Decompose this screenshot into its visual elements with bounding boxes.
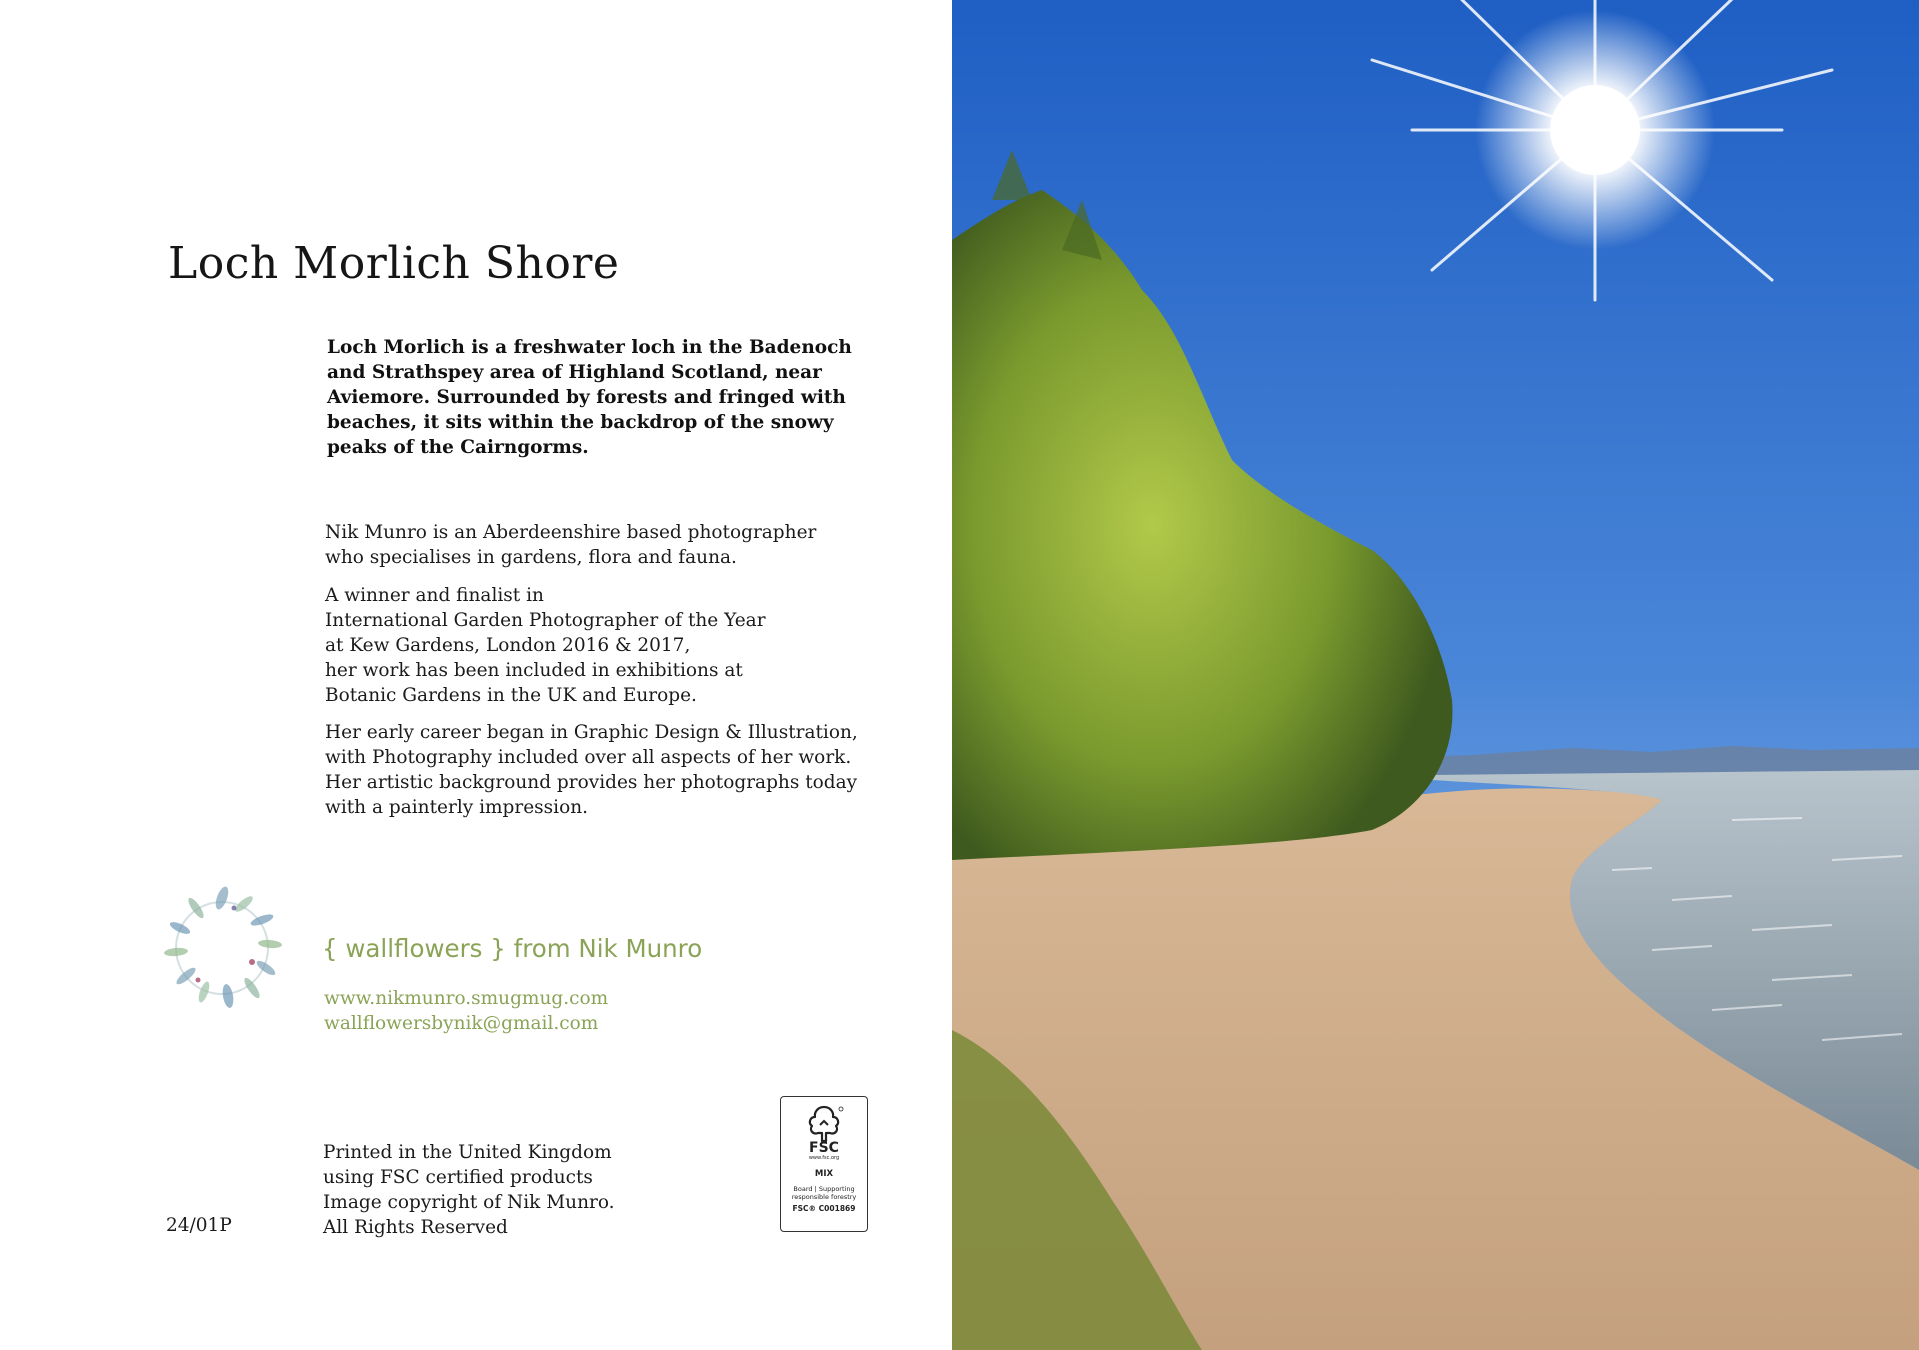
fsc-mix: MIX	[814, 1169, 834, 1179]
print-notice: Printed in the United Kingdom using FSC certified products Image copyright of Nik Munro. All Rights Reserved	[323, 1142, 615, 1238]
fsc-tree-logo-icon	[800, 1103, 848, 1143]
location-description: Loch Morlich is a freshwater loch in the Badenoch and Strathspey area of Highland Scotland, near Aviemore. Surrounded by forests and fringed with beaches, it sits within the backdrop of the snowy peaks of the Cairngorms.	[327, 337, 852, 458]
bio-paragraph-3: Her early career began in Graphic Design & Illustration, with Photography included over all aspects of her work. Her artistic background provides her photographs today with a painterly impression.	[325, 722, 858, 818]
bio-paragraph-2: A winner and finalist in International Garden Photographer of the Year at Kew Gardens, London 2016 & 2017, her work has been included in exhibitions at Botanic Gardens in the UK and Europe.	[325, 585, 766, 706]
brand-name: { wallflowers } from Nik Munro	[322, 934, 703, 963]
card-back-panel	[0, 0, 952, 1350]
beach-photo-illustration	[952, 0, 1919, 1350]
website-link[interactable]: www.nikmunro.smugmug.com	[324, 988, 609, 1009]
fsc-url: www.fsc.org	[808, 1155, 840, 1161]
wreath-logo-icon	[152, 868, 294, 1028]
fsc-badge	[780, 1096, 868, 1232]
fsc-description: Board | Supporting responsible forestry	[791, 1185, 857, 1201]
email-link[interactable]: wallflowersbynik@gmail.com	[324, 1013, 599, 1034]
beach-photo	[952, 0, 1919, 1350]
product-code: 24/01P	[166, 1215, 232, 1236]
bio-paragraph-1: Nik Munro is an Aberdeenshire based photographer who specialises in gardens, flora and fauna.	[325, 522, 817, 568]
fsc-name: FSC	[809, 1140, 839, 1156]
fsc-code: FSC® C001869	[792, 1204, 856, 1213]
page-title: Loch Morlich Shore	[168, 238, 620, 289]
